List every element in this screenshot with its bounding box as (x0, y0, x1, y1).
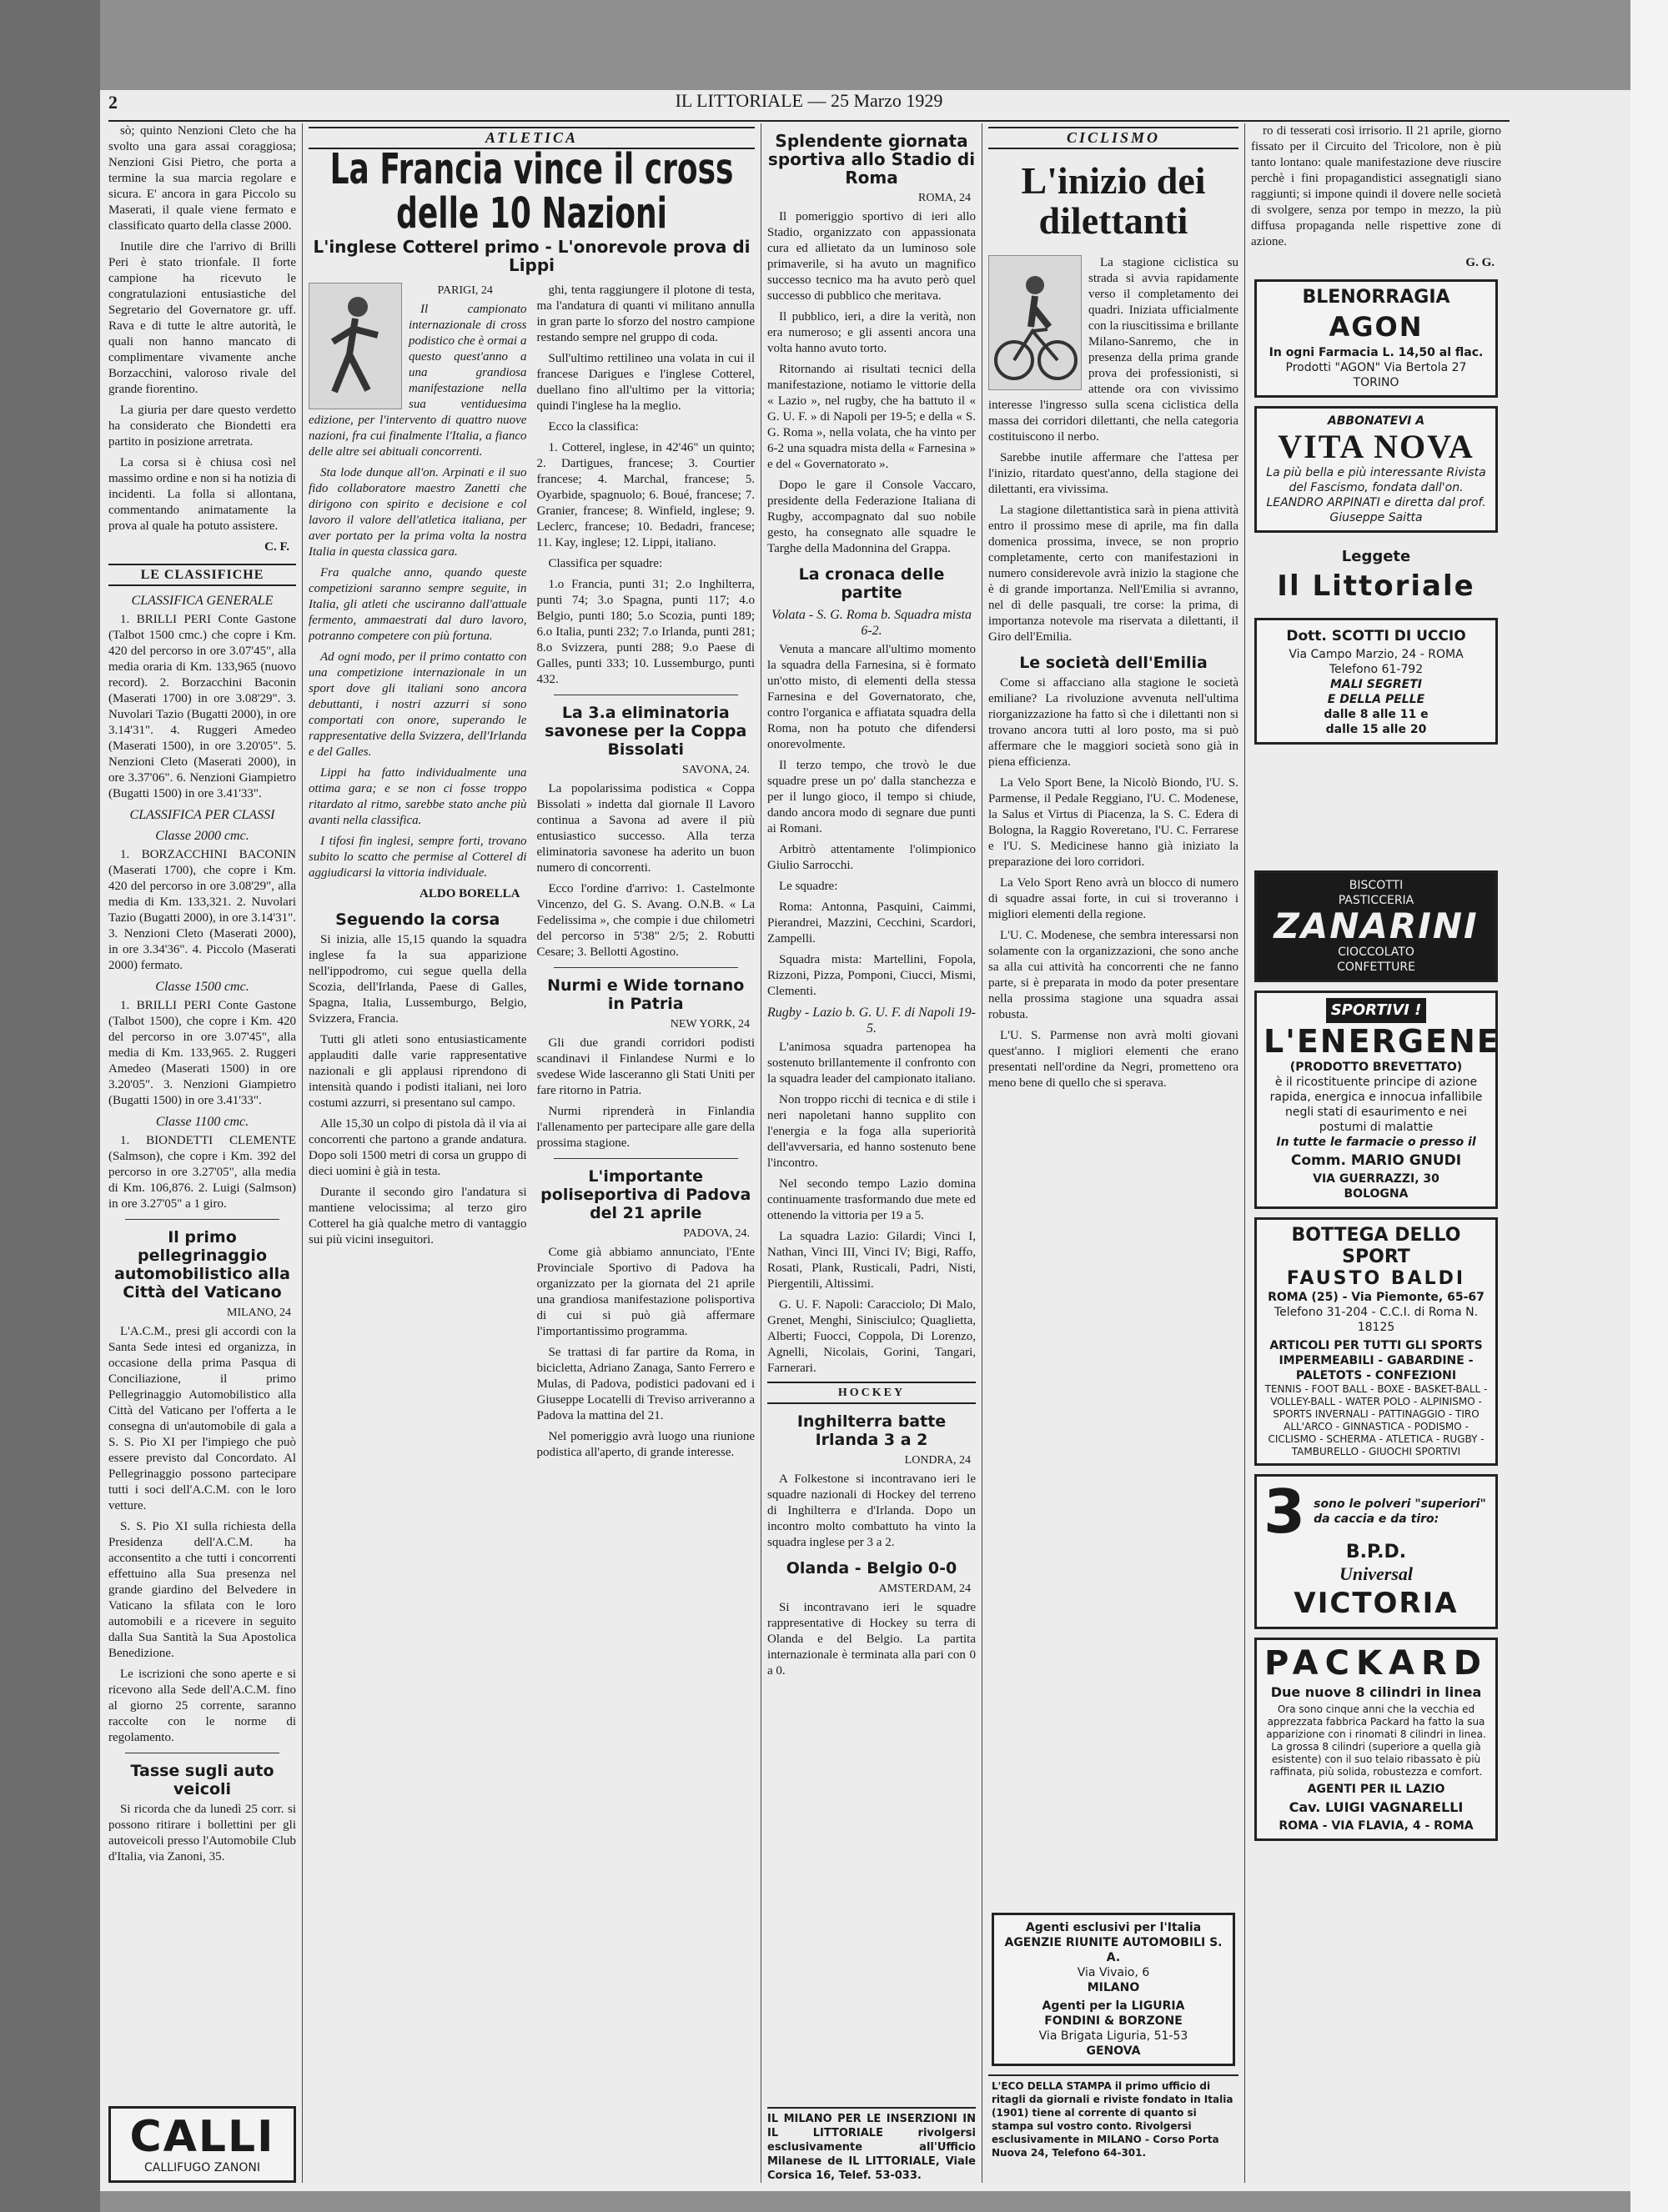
article-text: L'animosa squadra partenopea ha sostenuto brillantemente il confronto con la squadra leader del campionato italiano. (767, 1041, 976, 1086)
article-text: S. S. Pio XI sulla richiesta della Presidenza dell'A.C.M. ha acconsentito a che tutti i concorrenti effettuino alla Sua presenza nel grande giardino del Belvedere in Vaticano la sfilata con le loro automobili e a ricevere in seguito dalla Sua Santità la Sua Apostolica Benedizione. (108, 1520, 296, 1660)
article-text: La stagione ciclistica su strada si avvia rapidamente verso il completamento dei quadri. Iniziata ufficialmente con la riuscitissima e brillante Milano-Sanremo, che in presenza della prima grande prova dei professionisti, si attende ora con vivissimo interesse l'ingresso sulla scena ciclistica della massa dei corridori dilettanti, che nella categoria costituiscono il nerbo. (988, 255, 1238, 444)
article-column-right (537, 283, 756, 1466)
ad-brand: CALLI (129, 2112, 275, 2162)
article-text: ro di tesserati così irrisorio. Il 21 aprile, giorno fissato per il Circuito del Tricolore, non è più tanto lontano: quale manifestazione deve riuscire perchè i fini propagandistici assegnatigli siano raggiunti; si impone quindi il dovere nelle società di svolgere, senza por tempo in mezzo, la più diffusa propaganda nelle rispettive zone di azione. (1251, 124, 1501, 248)
article-text: La stagione dilettantistica sarà in piena attività entro il prossimo mese di aprile, ma fin dalla domenica prossima, invece, se non proprio completamente, certo con manifestazioni in numero considerevole avrà inizio la stagione che è di grande importanza. Nell'Emilia si avranno, nel dì delle pasquali, tre corse: la prima, di importanza notevole ma riservata a dilettanti, il Giro dell'Emilia. (988, 503, 1238, 644)
article-text: Sull'ultimo rettilineo una volata in cui il francese Darigues e l'inglese Cotterel, duellano fino all'ultimo per la vittoria; quindi l'inglese ha la meglio. (536, 351, 755, 413)
ad-text: Cav. LUIGI VAGNARELLI (1289, 1799, 1464, 1815)
article-text: Durante il secondo giro l'andatura si mantiene velocissima; al terzo giro Cotterel ha già qualche metro di vantaggio sui più vicini inseguitori. (309, 1185, 527, 1246)
dateline: MILANO, 24 (227, 1307, 291, 1319)
binding-edge (0, 0, 100, 2212)
ad-title: Dott. SCOTTI DI UCCIO (1286, 628, 1466, 645)
dateline: LONDRA, 24 (904, 1454, 971, 1467)
ad-text: E DELLA PELLE (1327, 693, 1425, 706)
ad-text: dalle 8 alle 11 e (1324, 708, 1429, 721)
ad-brand: B.P.D. (1345, 1542, 1407, 1562)
ad-text: sono le polveri "superiori" da caccia e da tiro: (1314, 1497, 1486, 1526)
ad-text: Telefono 61-792 (1329, 663, 1424, 676)
article-text: Il pubblico, ieri, a dire la verità, non era numeroso; e gli assenti ancora una volta hanno avuto torto. (767, 310, 976, 355)
article-text: Nel pomeriggio avrà luogo una riunione podistica all'aperto, di grande interesse. (536, 1429, 755, 1459)
subsection-title: Classe 1100 cmc. (155, 1115, 249, 1129)
vita-nova-ad (1254, 406, 1498, 533)
ad-text: CALLIFUGO ZANONI (144, 2161, 260, 2174)
bottega-sport-ad (1254, 1217, 1498, 1466)
article-columns (309, 283, 755, 1466)
article-text: L'U. C. Modenese, che sembra interessarsi non solamente con la organizzazioni, che sono anche sa alla cui attività ha concorrenti che ne fanno parte, si è preparata in modo da poter presentare nella prossima stagione una squadra assai robusta. (988, 928, 1238, 1021)
ad-text: In ogni Farmacia L. 14,50 al flac. (1269, 346, 1484, 359)
dateline: SAVONA, 24. (681, 763, 750, 776)
bpd-header (1264, 1477, 1489, 1547)
facing-page-edge (1630, 0, 1668, 2212)
article-text: Ritornando ai risultati tecnici della manifestazione, notiamo le vittorie della « Lazio », nel rugby, che ha battuto il « G. U. F. » di Napoli per 19-5; e della « S. G. Roma », nella volata, che ha vinto per 6-2 una squadra mista della « Farnesina » e del « Governatorato ». (767, 363, 976, 471)
headline: Il primo pellegrinaggio automobilistico alla Città del Vaticano (114, 1228, 290, 1302)
team-list: G. U. F. Napoli: Caracciolo; Di Malo, Grenet, Menghi, Sinisciulco; Quaglietta, Alberti; Fuocci, Coppola, Di Lorenzo, Agnelli, Nicolais, Gorini, Tangari, Farnerari. (767, 1298, 976, 1375)
subsection-title: Classe 2000 cmc. (155, 829, 249, 843)
ad-title: SPORTIVI ! (1326, 998, 1427, 1023)
ad-text: FONDINI & BORZONE (1044, 2014, 1183, 2028)
headline: Nurmi e Wide tornano in Patria (547, 976, 745, 1013)
article-text: Come già abbiamo annunciato, l'Ente Provinciale Sportivo di Padova ha organizzato per la giornata del 21 aprile una grandiosa manifestazione polisportiva di cui si può già affermare l'importantissimo programma. (536, 1245, 755, 1338)
subsection-title: Classe 1500 cmc. (155, 980, 249, 994)
section-title: ATLETICA (309, 127, 755, 149)
ad-text: Agenti per la LIGURIA (1042, 1999, 1185, 2013)
calli-ad (108, 2106, 296, 2183)
article-text: Inutile dire che l'arrivo di Brilli Peri è stato trionfale. Il forte campione ha ricevuto le congratulazioni entusiastiche del Segretario del Governatore gr. uff. Rava e di tutte le altre autorità, le quali non hanno mancato di complimentare vivamente anche Borzacchini, valoroso rivale del grande fiorentino. (108, 240, 296, 396)
ad-text: BISCOTTI (1349, 879, 1404, 892)
article-text: Tutti gli atleti sono entusiasticamente applauditi dalle varie rappresentative nazionali e gli applausi riprendono di intensità quando i podisti italiani, nei loro costumi azzurri, si presentano sul campo. (309, 1032, 527, 1110)
article-text: La Velo Sport Bene, la Nicolò Biondo, l'U. S. Parmense, il Pedale Reggiano, l'U. C. Modenese, la Salus et Virtus di Piacenza, la S. C. Edera di Bologna, la Raggio Roveretano, l'U. C. Ferrarese e l'U. S. Medicinese hanno già iniziato la preparazione dei loro corridori. (988, 775, 1238, 869)
ad-text: VIA GUERRAZZI, 30 (1313, 1172, 1439, 1186)
divider (554, 1158, 739, 1159)
results-text: 1. BORZACCHINI BACONIN (Maserati 1700), che copre i Km. 420 del percorso in ore 3.08'29", alla media di Km. 133,321. 2. Nuvolari Tazio (Bugatti 2000), in ore 3.14'31". 3. Nenzioni Cleto (Maserati 2000), in ore 3.34'36". 4. Piccolo (Maserati 2000) fermato. (108, 848, 296, 972)
subsection-title: Rugby - Lazio b. G. U. F. di Napoli 19-5. (767, 1006, 976, 1036)
section-title: LE CLASSIFICHE (108, 564, 296, 586)
article-text: sò; quinto Nenzioni Cleto che ha svolto una gara assai coraggiosa; Nenzioni Gisi Pietro, che porta a termine la sua marcia regolare e sicura. E' ancora in gara Piccolo su Maserati, il quale viene fermato e classificato quarto della classe 2000. (108, 124, 296, 233)
scotti-ad (1254, 618, 1498, 745)
article-text: Le iscrizioni che sono aperte e si ricevono alla Sede dell'A.C.M. fino al giorno 25 corrente, saranno raccolte con le norme di regolamento. (108, 1668, 296, 1744)
dateline: ROMA, 24 (917, 192, 971, 204)
ad-text: ROMA (25) - Via Piemonte, 65-67 (1268, 1291, 1485, 1304)
eco-stampa-notice: L'ECO DELLA STAMPA il primo ufficio di ritagli da giornali e riviste fondato in Italia (1901) tiene al corrente di quanto si stampa sul vostro conto. Rivolgersi esclusivamente in MILANO - Corso Porta Nuova 24, Telefono 64-301. (988, 2074, 1238, 2163)
signature: C. F. (264, 540, 289, 554)
ad-text: dalle 15 alle 20 (1325, 723, 1427, 736)
packard-agents-block (988, 1908, 1238, 2183)
ad-text: Via Brigata Liguria, 51-53 (1038, 2029, 1188, 2043)
ad-text: ROMA - VIA FLAVIA, 4 - ROMA (1279, 1819, 1474, 1833)
column-2 (309, 123, 755, 2183)
packard-italia-ad (992, 1913, 1235, 2066)
ad-title: Due nuove 8 cilindri in linea (1270, 1684, 1482, 1700)
headline: Seguendo la corsa (335, 910, 500, 929)
dateline: AMSTERDAM, 24 (878, 1583, 971, 1595)
page-header (108, 90, 1510, 122)
ad-title: BOTTEGA DELLO SPORT (1291, 1225, 1461, 1267)
team-list: Roma: Antonna, Pasquini, Caimmi, Pierandrei, Mazzini, Cecchini, Scardori, Zampelli. (767, 900, 976, 945)
results-text: 1. BRILLI PERI Conte Gastone (Talbot 1500 cmc.) che copre i Km. 420 del percorso in ore 3.07'45", alla media oraria di Km. 133,965 (nuovo record). 2. Borzacchini Baconin (Maserati 1700) in ore 3.08'29". 3. Nuvolari Tazio (Bugatti 2000), in ore 3.14'31". 4. Ruggeri Amedeo (Maserati 1500), in ore 3.20'05". 5. Nenzioni Cleto (Maserati 2000), in ore 3.37'06". 6. Nenzioni Giampietro (Bugatti 1500) in ore 3.41'33". (108, 613, 296, 800)
ad-text: Via Vivaio, 6 (1077, 1966, 1150, 1979)
ad-text: Prodotti "AGON" Via Bertola 27 TORINO (1285, 361, 1467, 389)
article-text: Nurmi riprenderà in Finlandia l'allenamento per partecipare alle gare della prossima stagione. (536, 1104, 755, 1150)
ad-text: Leggete (1341, 548, 1411, 565)
headline: Tasse sugli auto veicoli (130, 1762, 274, 1798)
article-text: La popolarissima podistica « Coppa Bissolati » indetta dal giornale Il Lavoro continua a Savona ad avere il più entusiastico successo. Alla terza eliminatoria savonese ha aderito un buon numero di concorrenti. (536, 781, 755, 875)
article-text: I tifosi fin inglesi, sempre forti, trovano subito lo scatto che permise al Cotterel di aggiudicarsi la vittoria individuale. (309, 834, 527, 880)
ad-text: GENOVA (1086, 2044, 1141, 2058)
ads-block (1251, 865, 1501, 2183)
article-text: L'A.C.M., presi gli accordi con la Santa Sede intesi ed organizza, in occasione della prima Pasqua di Conciliazione, il primo Pellegrinaggio Automobilistico alla Città del Vaticano per l'offerta a le consegna di un'automobile di gala a S. S. Pio XI per l'impiego che può essere previsto dal Concordato. Al Pellegrinaggio possono partecipare tutti i soci dell'A.C.M. con le loro vetture. (108, 1325, 296, 1512)
energene-ad (1254, 991, 1498, 1209)
column-rule (1244, 123, 1245, 2183)
article-text: Arbitrò attentamente l'olimpionico Giulio Sarrocchi. (767, 843, 976, 872)
ad-text: AGENTI PER IL LAZIO (1307, 1783, 1445, 1796)
ad-text: CIOCCOLATO (1338, 945, 1414, 959)
runner-photo (309, 283, 402, 409)
headline: Olanda - Belgio 0-0 (786, 1559, 957, 1577)
ad-text: (PRODOTTO BREVETTATO) (1289, 1061, 1463, 1074)
subsection-title: CLASSIFICA PER CLASSI (129, 808, 275, 822)
column-rule (302, 123, 303, 2183)
article-text: Ecco la classifica: (548, 419, 639, 434)
ad-text: PASTICCERIA (1338, 894, 1414, 907)
headline: La 3.a eliminatoria savonese per la Coppa Bissolati (545, 703, 747, 759)
ad-text: La grossa 8 cilindri (superiore a quella già esistente) con il suo telaio ribassato è più raffinata, più solida, robustezza e comfort. (1269, 1741, 1483, 1778)
article-text: Sarebbe inutile affermare che l'attesa per l'inizio, ritardato quest'anno, della stagione dei dilettanti, era vivissima. (988, 450, 1238, 496)
article-text: La corsa si è chiusa così nel massimo ordine e non si ha notizia di incidenti. La folla si allontana, commentando animatamente la prova al quale ha potuto assistere. (108, 456, 296, 533)
article-text: Nel secondo tempo Lazio domina continuamente trasformando due mete ed ottenendo la vittoria per 19 a 5. (767, 1177, 976, 1222)
article-text: Gli due grandi corridori podisti scandinavi il Finlandese Nurmi e lo svedese Wide lasceranno gli Stati Uniti per fare ritorno in Patria. (536, 1036, 755, 1097)
article-column-left (309, 283, 527, 1466)
ad-text: IMPERMEABILI - GABARDINE - PALETOTS - CONFEZIONI (1279, 1354, 1474, 1382)
dateline: PADOVA, 24. (683, 1226, 750, 1240)
article-text: La Velo Sport Reno avrà un blocco di numero di squadre assai forte, in cui si troveranno i migliori elementi della regione. (988, 875, 1238, 921)
blenorragia-ad (1254, 279, 1498, 398)
bpd-ad (1254, 1474, 1498, 1629)
section-title: HOCKEY (767, 1382, 976, 1404)
article-text: Venuta a mancare all'ultimo momento la squadra della Farnesina, si è formato un'otto misto, di elementi della stessa Farnesina e del Governatorato, che, contro l'organica e affiatata squadra della Roma, non ha potuto che difendersi onorevolmente. (767, 643, 976, 751)
headline: La cronaca delle partite (798, 565, 945, 602)
ad-brand: Il Littoriale (1277, 569, 1475, 603)
article-text: Sta lode dunque all'on. Arpinati e il suo fido collaboratore maestro Zanetti che dirigono con spirito e decisione e col lavoro il valore dell'atletica italiana, per aver portato per la prima volta la nostra Italia in questa classica gara. (309, 465, 527, 559)
ad-text: La più bella e più interessante Rivista del Fascismo, fondata dall'on. LEANDRO ARPINATI e diretta dal prof. Giuseppe Saitta (1266, 466, 1486, 524)
ad-text: VICTORIA (1294, 1587, 1459, 1620)
cyclist-photo (988, 255, 1082, 390)
ad-text: Comm. MARIO GNUDI (1290, 1152, 1462, 1169)
team-list: Squadra mista: Martellini, Fopola, Rizzoni, Pizza, Pomponi, Ciucci, Mismi, Clementi. (767, 953, 976, 998)
ad-text: Ora sono cinque anni che la vecchia ed apprezzata fabbrica Packard ha fatto la sua apparizione con i rinomati 8 cilindri in linea. (1266, 1703, 1486, 1740)
column-4 (988, 123, 1238, 2183)
masthead: IL LITTORIALE — 25 Marzo 1929 (675, 90, 943, 111)
results-text: 1. BIONDETTI CLEMENTE (Salmson), che copre i Km. 392 del percorso in ore 3.27'05", alla media di Km. 106,876. 2. Luigi (Salmson) in ore 3.27'05" a 1 giro. (108, 1134, 296, 1211)
signature: ALDO BORELLA (420, 886, 520, 900)
article-text: Non troppo ricchi di tecnica e di stile i neri napoletani hanno supplito con l'energia e la foga alla superiorità dell'avversaria, ed hanno sostenuto bene l'incontro. (767, 1093, 976, 1170)
dateline: NEW YORK, 24 (670, 1017, 750, 1031)
article-text: ghi, tenta raggiungere il plotone di testa, ma l'andatura di quanti vi militano annulla in gran parte lo sforzo del nostro campione restando sempre nel gruppo di coda. (536, 283, 755, 344)
article-text: Classifica per squadre: (548, 556, 663, 570)
ad-text: TENNIS - FOOT BALL - BOXE - BASKET-BALL - VOLLEY-BALL - WATER POLO - ALPINISMO - SPORTS INVERNALI - PATTINAGGIO - TIRO ALL'ARCO - GINNASTICA - PODISMO - CICLISMO - SCHERMA - ATLETICA - RUGBY - TAMBURELLO - GIUOCHI SPORTIVI (1264, 1383, 1488, 1457)
section-title: CICLISMO (988, 127, 1238, 149)
ad-text: CONFETTURE (1337, 961, 1415, 974)
article-text: Il terzo tempo, che trovò le due squadre prese un po' dalla stanchezza e per il lungo gioco, il tempo si chiude, dando ancora modo di segnare due punti ai Romani. (767, 759, 976, 835)
article-text: L'U. S. Parmense non avrà molti giovani quest'anno. I migliori elementi che erano presentati nell'ordine da Negri, prometteno ora meno bene di quello che si sperava. (988, 1028, 1238, 1090)
article-text: Come si affacciano alla stagione le società emiliane? La rivoluzione avvenuta nell'ultima riorganizzazione ha fatto sì che i dilettanti non si trovano ancora tutti al loro posto, ma si può affermare che le maggiori società sono già in piena efficienza. (988, 675, 1238, 769)
article-text: Si ricorda che da lunedì 25 corr. si possono ritirare i bollettini per gli autoveicoli presso l'Automobile Club d'Italia, via Zanoni, 35. (108, 1803, 296, 1863)
signature: G. G. (1465, 256, 1495, 269)
headline: L'inizio dei dilettanti (1021, 159, 1206, 243)
article-text: Si inizia, alle 15,15 quando la squadra inglese fa la sua apparizione nell'ippodromo, cui segue quella della Scozia, dell'Irlanda, Paese di Galles, Spagna, Italia, Lussemburgo, Belgio, Svizzera, Francia. (309, 932, 527, 1026)
ad-text: ARTICOLI PER TUTTI GLI SPORTS (1269, 1339, 1483, 1352)
headline: Le società dell'Emilia (1019, 653, 1208, 672)
dateline: PARIGI, 24 (437, 283, 493, 297)
article-text: Lippi ha fatto individualmente una ottima gara; e se non ci fosse troppo ritardato al ritmo, sarebbe stato anche più avanti nella classifica. (309, 765, 527, 827)
ad-text: AGENZIE RIUNITE AUTOMOBILI S. A. (1004, 1936, 1223, 1964)
divider (125, 1219, 279, 1220)
article-text: Dopo le gare il Console Vaccaro, presidente della Federazione Italiana di Rugby, accompagnato dal suo nobile gesto, ha consegnato alle squadre le Targhe della Madonnina del Grappa. (767, 479, 976, 555)
ad-text: ABBONATEVI A (1327, 414, 1425, 428)
inserzioni-notice: IL MILANO PER LE INSERZIONI IN IL LITTORIALE rivolgersi esclusivamente all'Ufficio Milanese de IL LITTORIALE, Viale Corsica 16, Telef. 53-033. (767, 2107, 976, 2183)
littoriale-ad (1254, 541, 1498, 609)
ad-text: è il ricostituente principe di azione rapida, energica e innocua infallibile negli stati di esaurimento e nei postumi di malattie (1269, 1076, 1483, 1134)
ad-text: Agenti esclusivi per l'Italia (1025, 1921, 1202, 1934)
article-text: Ecco l'ordine d'arrivo: 1. Castelmonte Vincenzo, del G. S. Avang. O.N.B. « La Fedelissima », che compie i due chilometri del percorso in 5'38" 2/5; 2. Robutti Cesare; 3. Bellotti Agostino. (536, 881, 755, 959)
subsection-title: CLASSIFICA GENERALE (131, 594, 274, 608)
headline: L'importante poliseportiva di Padova del 21 aprile (540, 1166, 751, 1222)
divider (554, 967, 739, 968)
headline: Inghilterra batte Irlanda 3 a 2 (796, 1412, 947, 1449)
article-text: Ad ogni modo, per il primo contatto con una competizione internazionale in un sport dove gli italiani sono ancora debuttanti, i nostri azzurri si sono comportati con onore, superando le rappresentative della Svizzera, dell'Irlanda e del Galles. (309, 650, 527, 759)
article-text: Il pomeriggio sportivo di ieri allo Stadio, organizzato con appassionata cura ed allietato da un luminoso sole primaverile, si ha avuto un magnifico successo tecnico ma ha avuto però quel successo di pubblico che meritava. (767, 210, 976, 303)
ad-brand: ZANARINI (1274, 905, 1479, 946)
ad-text: MILANO (1087, 1981, 1140, 1994)
ad-text: Telefono 31-204 - C.C.I. di Roma N. 18125 (1274, 1306, 1479, 1334)
article-text: A Folkestone si incontravano ieri le squadre nazionali di Hockey del terreno di Inghilterra e d'Irlanda. Dopo un incontro molto combattuto ha vinto la squadra inglese per 3 a 2. (767, 1472, 976, 1549)
page-number: 2 (108, 92, 118, 113)
article-text: La giuria per dare questo verdetto ha considerato che Biondetti era partito in posizione arretrata. (108, 404, 296, 449)
ad-brand: L'ENERGENE (1264, 1023, 1500, 1060)
subsection-title: Volata - S. G. Roma b. Squadra mista 6-2. (771, 608, 972, 638)
headline: Splendente giornata sportiva allo Stadio di Roma (767, 131, 976, 188)
headline: La Francia vince il cross delle 10 Nazioni (329, 146, 734, 238)
article-text: Se trattasi di far partire da Roma, in bicicletta, Adriano Zanaga, Santo Ferrero e Mulas, di Padova, podistici padovani ed i Giuseppe Locatelli di Treviso arriveranno a Padova la mattina del 21. (536, 1345, 755, 1422)
ad-text: Universal (1339, 1563, 1413, 1584)
ad-brand: FAUSTO BALDI (1286, 1268, 1466, 1289)
ad-brand: AGON (1329, 311, 1424, 343)
subheadline: L'inglese Cotterel primo - L'onorevole prova di Lippi (313, 236, 751, 275)
ad-text: MALI SEGRETI (1329, 678, 1422, 691)
results-text: 1. BRILLI PERI Conte Gastone (Talbot 1500), che copre i Km. 420 del percorso in ore 3.07'45", alla media di Km. 133,965. 2. Ruggeri Amedeo (Maserati 1500) in ore 3.20'05". 3. Nenzioni Giampietro (Bugatti 1500) in ore 3.41'33". (108, 999, 296, 1107)
ad-text: In tutte le farmacie o presso il (1276, 1136, 1476, 1149)
ad-number: 3 (1264, 1477, 1308, 1547)
ad-text: BOLOGNA (1344, 1187, 1409, 1201)
team-list: La squadra Lazio: Gilardi; Vinci I, Nathan, Vinci III, Vinci IV; Bigi, Raffo, Rosati, Plank, Rusticali, Padri, Nisti, Piergentili, Altissimi. (767, 1230, 976, 1291)
results-text: 1.o Francia, punti 31; 2.o Inghilterra, punti 74; 3.o Spagna, punti 117; 4.o Belgio, punti 180; 5.o Scozia, punti 189; 6.o Italia, punti 232; 7.o Irlanda, punti 281; 8.o Svizzera, punti 288; 9.o Paese di Galles, punti 333; 10. Lussemburgo, punti 432. (536, 577, 755, 686)
ad-brand: VITA NOVA (1278, 428, 1475, 465)
packard-ad (1254, 1638, 1498, 1841)
column-3 (767, 123, 976, 2183)
zanarini-ad (1254, 870, 1498, 982)
article-text: Alle 15,30 un colpo di pistola dà il via ai concorrenti che partono a grande andatura. Dopo soli 1500 metri di corsa un gruppo di dieci uomini è già in testa. (309, 1116, 527, 1178)
article-text: Le squadre: (779, 880, 838, 893)
ad-title: BLENORRAGIA (1302, 287, 1450, 308)
results-text: 1. Cotterel, inglese, in 42'46" un quinto; 2. Dartigues, francese; 3. Courtier francese; 4. Marchal, francese; 5. Oyarbide, spagnuolo; 6. Boué, francese; 7. Granier, francese; 8. Winfield, inglese; 9. Leclerc, francese; 10. Bedadri, francese; 11. Kay, inglese; 12. Lippi, italiano. (536, 440, 755, 549)
ad-brand: PACKARD (1264, 1644, 1488, 1683)
column-1 (108, 123, 296, 2183)
article-text: Fra qualche anno, quando queste competizioni saranno sempre seguite, in Italia, gli atleti che usciranno dall'attuale fermento, ammaestrati dal duro lavoro, potranno competere con più fortuna. (309, 565, 527, 643)
newspaper-page (100, 90, 1630, 2191)
article-text: Il campionato internazionale di cross podistico che è ormai a questo quest'anno a una grandiosa manifestazione nella sua ventiduesima edizione, per l'intervento di quattro nuove nazioni, fra cui finalmente l'Italia, a fianco delle altre sei abituali concorrenti. (309, 302, 527, 459)
ad-text: Via Campo Marzio, 24 - ROMA (1289, 648, 1464, 661)
article-text: Si incontravano ieri le squadre rappresentative di Hockey su terra di Olanda e del Belgio. La partita internazionale è terminata alla pari con 0 a 0. (767, 1601, 976, 1678)
